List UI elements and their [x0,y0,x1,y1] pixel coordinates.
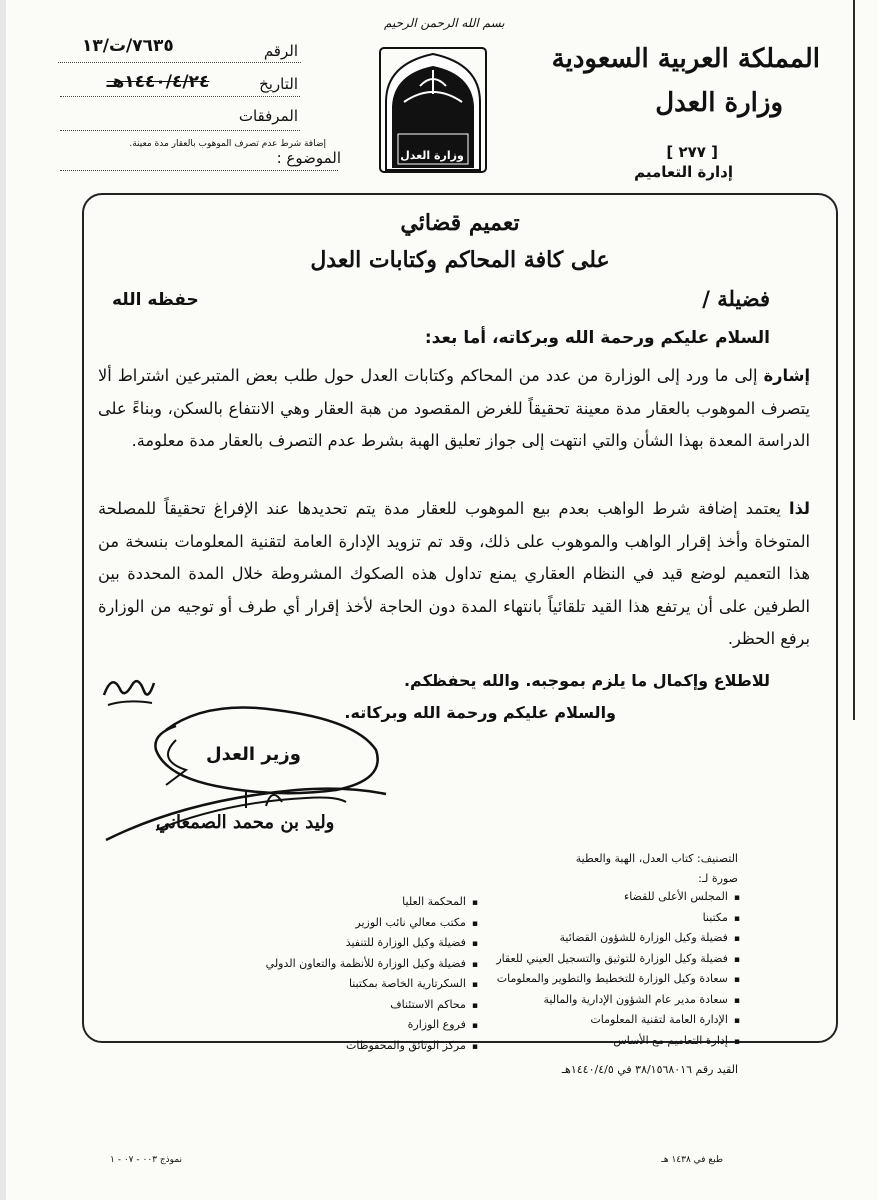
kingdom-heading: المملكة العربية السعودية [551,44,820,74]
subject-value: إضافة شرط عدم تصرف الموهوب بالعقار مدة معينة. [129,139,326,149]
list-item: ▪ الإدارة العامة لتقنية المعلومات [496,1013,740,1034]
distribution-list-right [496,890,740,1054]
attachments-dotted-line [60,130,300,131]
list-item: ▪ سعادة مدير عام الشؤون الإدارية والمالية [496,993,740,1014]
date-value: ١٤٤٠/٤/٢٤هـ [106,72,210,92]
addressee: فضيلة / [702,286,770,311]
distribution-list-left [266,895,478,1059]
list-item: ▪ فضيلة وكيل الوزارة للتوثيق والتسجيل العيني للعقار [496,952,740,973]
list-item: ▪ مكتبنا [496,911,740,932]
list-item: ▪ مكتب معالي نائب الوزير [266,916,478,937]
circular-title: تعميم قضائي [400,210,520,236]
date-label: التاريخ [259,75,298,93]
minister-name: وليد بن محمد الصمعاني [156,812,335,833]
ministry-heading: وزارة العدل [655,88,783,118]
subject-dotted-line [60,170,338,171]
margin-rule [853,0,855,720]
basmala: بسم الله الرحمن الرحيم [384,16,505,30]
date-dotted-line [60,96,300,97]
print-year: طبع في ١٤٣٨ هـ [661,1155,723,1165]
paragraph-2-lead: لذا [789,499,810,518]
list-item: ▪ المحكمة العليا [266,895,478,916]
paragraph-2 [98,493,810,656]
blessing: حفظه الله [112,290,199,310]
list-item: ▪ مركز الوثائق والمحفوظات [266,1039,478,1060]
list-item: ▪ سعادة وكيل الوزارة للتخطيط والتطوير والمعلومات [496,972,740,993]
circular-subtitle: على كافة المحاكم وكتابات العدل [310,247,610,273]
list-item: ▪ فضيلة وكيل الوزارة للتنفيذ [266,936,478,957]
paragraph-1 [98,360,810,458]
scan-edge [0,0,6,1200]
greeting: السلام عليكم ورحمة الله وبركاته، أما بعد: [424,328,770,348]
circular-number: [ ٢٧٧ ] [666,143,718,161]
list-item: ▪ فضيلة وكيل الوزارة للأنظمة والتعاون الدولي [266,957,478,978]
form-number: نموذج ٠٠٣ - ٠٧ - ١ [110,1155,183,1165]
closing-salutation: والسلام عليكم ورحمة الله وبركاته. [344,703,616,722]
list-item: ▪ محاكم الاستئناف [266,998,478,1019]
emblem-caption: وزارة العدل [400,149,464,162]
circulars-department: إدارة التعاميم [634,163,733,181]
subject-label: الموضوع : [276,149,341,167]
list-item: ▪ إدارة التعاميم مع الأساس [496,1034,740,1055]
list-item: ▪ فروع الوزارة [266,1018,478,1039]
closing-line: للاطلاع وإكمال ما يلزم بموجبه. والله يحفظكم. [403,671,770,690]
paragraph-2-text: يعتمد إضافة شرط الواهب بعدم بيع الموهوب للعقار مدة يتم تحديدها عند الإفراغ تحقيقاً للمصلحة المتوخاة وأخذ إقرار الواهب والموهوب على ذلك، وقد تم تزويد الإدارة العامة لتقنية المعلومات بنسخة من هذا التعميم لوضع قيد في النظام العقاري يمنع تداول هذه الصكوك المشروطة خلال المدة المحددة بين الطرفين على أن يرتفع هذا القيد تلقائياً بانتهاء المدة دون الحاجة لأخذ إقرار أي طرف أو توجيه من الوزارة برفع الحظر. [98,499,810,649]
list-item: ▪ السكرتارية الخاصة بمكتبنا [266,977,478,998]
record-reference: القيد رقم ٣٨/١٥٦٨٠١٦ في ١٤٤٠/٤/٥هـ [561,1063,738,1076]
attachments-label: المرفقات [238,107,298,125]
minister-title: وزير العدل [206,744,301,765]
list-item: ▪ المجلس الأعلى للقضاء [496,890,740,911]
minister-signature-icon [96,690,396,860]
paragraph-1-text: إلى ما ورد إلى الوزارة من عدد من المحاكم وكتابات العدل حول طلب بعض المتبرعين اشتراط ألا يتصرف الموهوب بالعقار مدة معينة تحقيقاً للغرض المقصود من هبة العقار وهي الانتفاع بالسكن، وبناءً على الدراسة المعدة بهذا الشأن والتي انتهت إلى جواز تعليق الهبة بشرط عدم التصرف بالعقار مدة معلومة. [98,366,810,451]
paragraph-1-lead: إشارة [763,366,810,385]
list-item: ▪ فضيلة وكيل الوزارة للشؤون القضائية [496,931,740,952]
number-label: الرقم [263,42,298,60]
copy-to-label: صورة لـ: [698,872,738,885]
number-value: ٧٦٣٥/ت/١٣ [82,36,174,56]
number-dotted-line [58,62,301,63]
classification: التصنيف: كتاب العدل، الهبة والعطية [575,852,738,865]
